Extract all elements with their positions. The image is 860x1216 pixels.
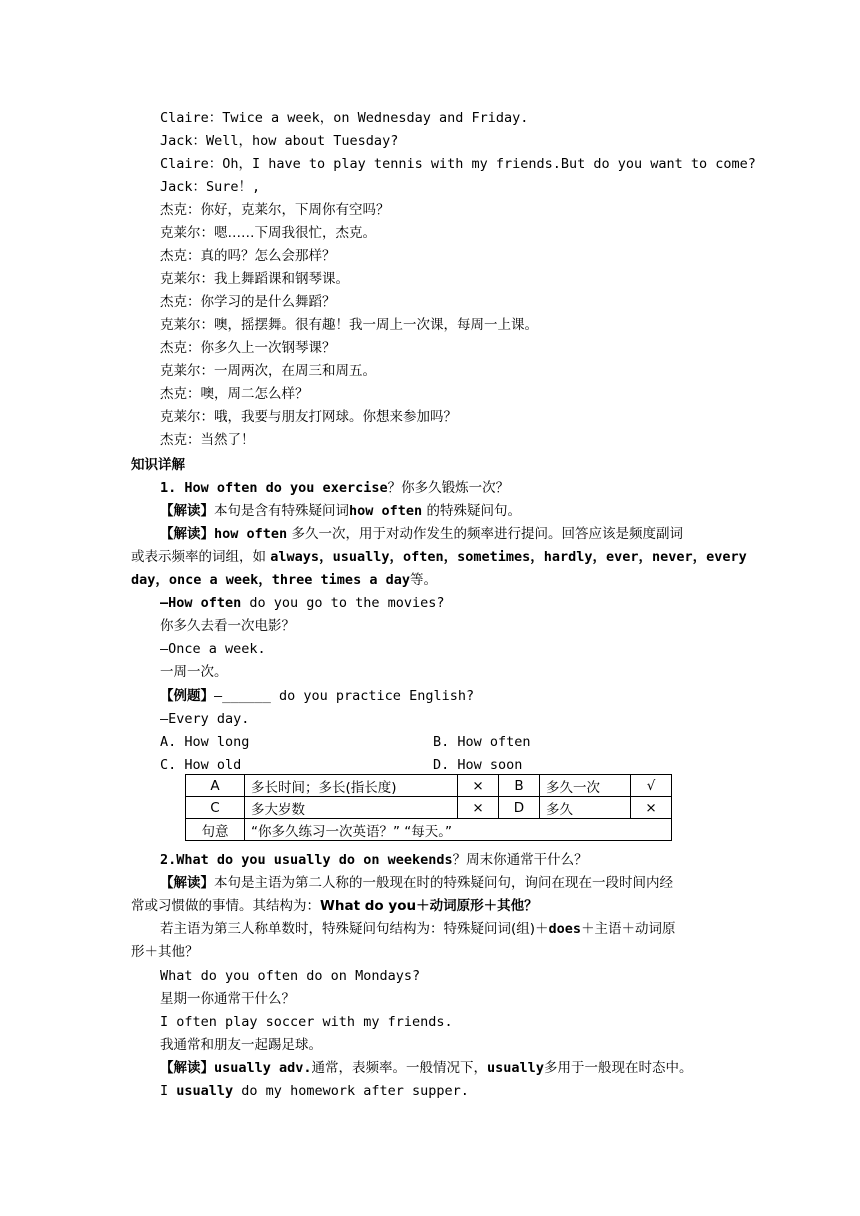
point2-heading [160, 850, 588, 870]
jiedu-tag: 【解读】 [160, 875, 214, 891]
example-text: do my homework after supper. [233, 1083, 469, 1099]
point2-heading-en: 2.What do you usually do on weekends [160, 852, 453, 868]
point1-jiedu2-line2 [131, 547, 747, 567]
point2-jiedu1-line2 [131, 896, 538, 916]
point1-heading-cn: ？你多久锻炼一次？ [387, 480, 510, 496]
option-b: B. How often [433, 734, 531, 750]
keyword: usually [487, 1060, 544, 1076]
table-cell: 多大岁数 [245, 797, 458, 819]
dialogue-line-cn: 杰克：你学习的是什么舞蹈？ [160, 294, 336, 310]
example-question-cn: 你多久去看一次电影？ [160, 618, 295, 634]
example-sentence-cn: 星期一你通常干什么？ [160, 991, 295, 1007]
dialogue-line-cn: 杰克：真的吗？怎么会那样？ [160, 248, 336, 264]
dialogue-line: Jack：Sure！, [160, 179, 261, 195]
example-text: I [160, 1083, 177, 1099]
exercise-text: —______ do you practice English? [214, 688, 475, 704]
point2-third-person-line1 [160, 919, 676, 939]
dialogue-line-cn: 杰克：你好，克莱尔，下周你有空吗？ [160, 202, 390, 218]
point1-jiedu2-line3 [131, 570, 437, 590]
liti-tag: 【例题】 [160, 688, 214, 704]
dialogue-line: Claire：Twice a week，on Wednesday and Friday. [160, 110, 529, 126]
keyword: how often [349, 503, 423, 519]
jiedu-text: 本句是含有特殊疑问词 [214, 503, 349, 519]
example-sentence-cn: 我通常和朋友一起踢足球。 [160, 1037, 322, 1053]
jiedu-text: 通常，表频率。一般情况下， [311, 1060, 488, 1076]
table-row [186, 775, 672, 797]
example-sentence: What do you often do on Mondays? [160, 968, 421, 984]
dialogue-line-cn: 杰克：你多久上一次钢琴课？ [160, 340, 336, 356]
dialogue-line-cn: 杰克：噢，周二怎么样？ [160, 386, 309, 402]
jiedu-text: 常或习惯做的事情。其结构为： [131, 898, 320, 914]
table-cell: 多久 [540, 797, 631, 819]
keyword-list: day，once a week，three times a day [131, 572, 410, 588]
jiedu-tag: 【解读】 [160, 1060, 214, 1076]
point1-heading-num: 1. [160, 480, 185, 496]
jiedu-tag: 【解读】 [160, 526, 214, 542]
table-cell: “你多久练习一次英语？” “每天。” [245, 819, 672, 841]
structure-formula: What do you＋动词原形＋其他？ [320, 898, 538, 914]
point1-jiedu1 [160, 501, 521, 521]
keyword: how often [214, 526, 288, 542]
example-text: do you go to the movies? [241, 595, 445, 611]
table-row [186, 797, 672, 819]
table-cell: × [458, 797, 499, 819]
table-cell: 句意 [186, 819, 245, 841]
jiedu-text: 等。 [409, 572, 437, 588]
table-cell: × [458, 775, 499, 797]
dialogue-line-cn: 克莱尔：噢，摇摆舞。很有趣！我一周上一次课，每周一上课。 [160, 317, 538, 333]
example-answer-cn: 一周一次。 [160, 664, 228, 680]
point1-heading-en: How often do you exercise [184, 480, 388, 496]
example-sentence: I often play soccer with my friends. [160, 1014, 453, 1030]
note-text: ＋主语＋动词原 [581, 921, 676, 937]
answer-table [185, 774, 672, 841]
table-cell: √ [631, 775, 672, 797]
jiedu-text: 多用于一般现在时态中。 [543, 1060, 693, 1076]
example-question [160, 593, 444, 613]
dialogue-line-cn: 克莱尔：我上舞蹈课和钢琴课。 [160, 271, 349, 287]
jiedu-text: 的特殊疑问句。 [422, 503, 521, 519]
option-c: C. How old [160, 757, 242, 773]
example-answer: —Once a week. [160, 641, 266, 657]
table-cell: C [186, 797, 245, 819]
dialogue-line: Claire：Oh，I have to play tennis with my friends.But do you want to come? [160, 156, 756, 172]
keyword: usually [176, 1083, 234, 1099]
table-row [186, 819, 672, 841]
point2-heading-cn: ？周末你通常干什么？ [452, 852, 588, 868]
keyword: usually adv. [214, 1060, 312, 1076]
jiedu-text: 或表示频率的词组，如 [131, 549, 271, 565]
keyword: —How often [160, 595, 242, 611]
keyword: does [548, 921, 582, 937]
dialogue-line-cn: 克莱尔：一周两次，在周三和周五。 [160, 363, 376, 379]
point2-jiedu2 [160, 1058, 692, 1078]
jiedu-tag: 【解读】 [160, 503, 214, 519]
table-cell: 多长时间；多长(指长度) [245, 775, 458, 797]
dialogue-line-cn: 克莱尔：嗯……下周我很忙，杰克。 [160, 225, 376, 241]
jiedu-text: 本句是主语为第二人称的一般现在时的特殊疑问句，询问在现在一段时间内经 [214, 875, 673, 891]
dialogue-line-cn: 杰克：当然了！ [160, 432, 255, 448]
point2-third-person-line2: 形＋其他？ [131, 944, 199, 960]
dialogue-line: Jack：Well，how about Tuesday? [160, 133, 399, 149]
table-cell: 多久一次 [540, 775, 631, 797]
table-cell: × [631, 797, 672, 819]
table-cell: B [499, 775, 540, 797]
exercise-answer: —Every day. [160, 711, 250, 727]
exercise-question [160, 686, 474, 706]
point1-heading [160, 478, 509, 498]
option-d: D. How soon [433, 757, 523, 773]
table-cell: A [186, 775, 245, 797]
dialogue-line-cn: 克莱尔：哦，我要与朋友打网球。你想来参加吗？ [160, 409, 457, 425]
table-cell: D [499, 797, 540, 819]
jiedu-text: 多久一次，用于对动作发生的频率进行提问。回答应该是频度副词 [287, 526, 683, 542]
section-title: 知识详解 [131, 457, 185, 473]
keyword-list: always，usually，often，sometimes，hardly，ever，never，every [270, 549, 747, 565]
option-a: A. How long [160, 734, 250, 750]
note-text: 若主语为第三人称单数时，特殊疑问句结构为：特殊疑问词(组)＋ [160, 921, 549, 937]
point2-jiedu1-line1 [160, 873, 673, 893]
point1-jiedu2-line1 [160, 524, 683, 544]
example-sentence [160, 1081, 469, 1101]
